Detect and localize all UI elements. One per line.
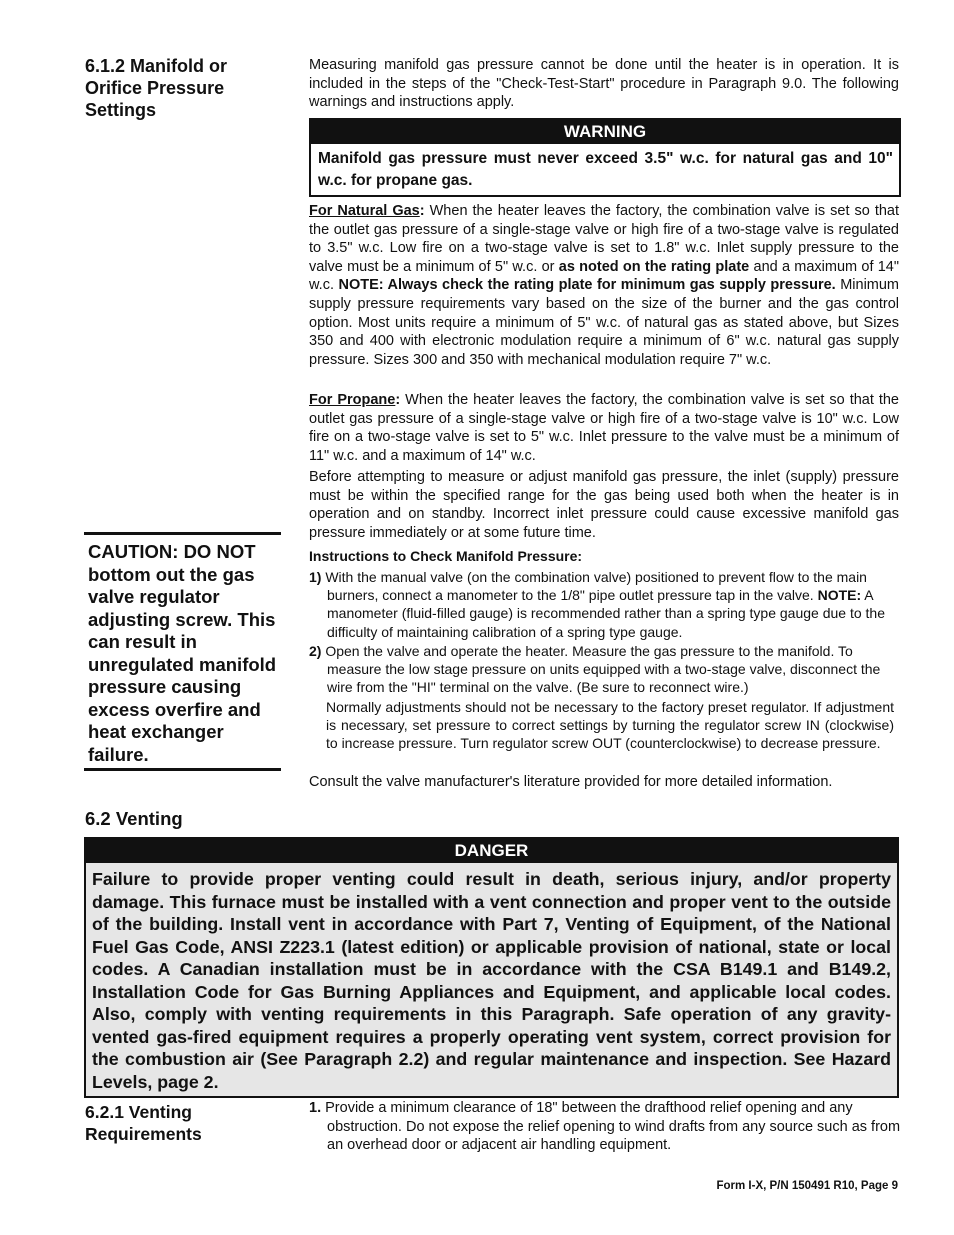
natural-gas-paragraph: For Natural Gas: When the heater leaves the factory, the combination valve is set so that the outlet gas pressure of a single-stage valve or high fire of a two-stage valve is regulated to 3.5" w.c. Low fire on a two-stage valve is set to 1.8" w.c. Inlet supply pressure to the valve must be a minimum of 5" w.c. or as noted on the rating plate and a maximum of 14" w.c. NOTE: Always check the rating plate for minimum gas supply pressure. Minimum supply pressure requirements vary based on the size of the burner and the gas control option. Most units require a minimum of 5" w.c. of natural gas as stated above, but Sizes 350 and 400 with electronic modulation require a minimum of 6" w.c. natural gas supply pressure. Sizes 300 and 350 with mechanical modulation require 7" w.c. — [309, 203, 900, 368]
instructions-heading: Instructions to Check Manifold Pressure: — [309, 548, 583, 564]
step-2-number: 2) — [309, 643, 322, 659]
venting-item-1-text: Provide a minimum clearance of 18" between the drafthood relief opening and any obstruction. Do not expose the relief opening to wind drafts from any source such as from an overhead door or adjacent air handling equipment. — [325, 1100, 901, 1154]
page-footer: Form I-X, P/N 150491 R10, Page 9 — [716, 1180, 898, 1192]
danger-text: Failure to provide proper venting could result in death, serious injury, and/or property damage. This furnace must be installed with a vent connection and proper vent to the outside of the building. Install vent in accordance with Part 7, Venting of Equipment, of the National Fuel Gas Code, ANSI Z223.1 (latest edition) or applicable provision of national, state or local codes. A Canadian installation must be in accordance with the CSA B149.1 and B149.2, Installation Code for Gas Burning Appliances and Equipment, and applicable local codes. Also, comply with venting requirements in this Paragraph. Safe operation of any gravity-vented gas-fired equipment requires a properly operating vent system, correct provision for the combustion air (See Paragraph 2.2) and regular maintenance and inspection. See Hazard Levels, page 2. — [92, 869, 891, 1092]
step-2-extra: Normally adjustments should not be necessary to the factory preset regulator. If adjustment is necessary, set pressure to correct settings by turning the regulator screw IN (clockwise) to increase pressure. Turn regulator screw OUT (counterclockwise) to decrease pressure. — [326, 699, 894, 752]
venting-item-1-number: 1. — [309, 1100, 322, 1116]
consult-text: Consult the valve manufacturer's literature provided for more detailed information. — [309, 774, 833, 790]
step-1-note-text: A manometer (fluid-filled gauge) is recommended rather than a spring type gauge due to the difficulty of maintaining calibration of a spring type gauge. — [327, 587, 885, 640]
step-1-note-label: NOTE: — [817, 587, 862, 604]
danger-box — [84, 837, 899, 1098]
section-612-intro: Measuring manifold gas pressure cannot be done until the heater is in operation. It is included in the steps of the "Check-Test-Start" procedure in Paragraph 9.0. The following warnings and instructions apply. — [309, 57, 899, 111]
step-1-number: 1) — [309, 569, 322, 585]
step-1 — [309, 568, 907, 641]
natural-gas-text-3: Minimum supply pressure requirements vary based on the size of the burner and the gas control option. Most units require a minimum of 5" w.c. of natural gas as stated above, but Sizes 350 and 400 with electronic modulation require a minimum of 6" w.c. natural gas supply pressure. Sizes 300 and 350 with mechanical modulation require 7" w.c. — [309, 277, 900, 368]
venting-item-1 — [309, 1099, 913, 1155]
step-2-text: Open the valve and operate the heater. Measure the gas pressure to the manifold. To measure the low stage pressure on units equipped with a two-stage valve, disconnect the wire from the "HI" terminal on the valve. (Be sure to reconnect wire.) — [325, 643, 881, 696]
warning-title: WARNING — [311, 120, 899, 144]
warning-text: Manifold gas pressure must never exceed 3.5" w.c. for natural gas and 10" w.c. for propane gas. — [318, 150, 893, 189]
section-621-heading: 6.2.1 Venting Requirements — [85, 1102, 202, 1144]
natural-gas-label: For Natural Gas — [309, 203, 420, 219]
step-1-text: With the manual valve (on the combination valve) positioned to prevent flow to the main burners, connect a manometer to the 1/8" pipe outlet pressure tap in the valve. — [325, 569, 867, 604]
step-2 — [309, 642, 907, 697]
propane-label: For Propane — [309, 392, 396, 408]
natural-gas-text-2: and a maximum of 14" w.c. — [309, 258, 900, 294]
danger-title: DANGER — [86, 839, 897, 863]
natural-gas-bold-1: as noted on the rating plate — [558, 258, 750, 275]
section-612-heading: 6.1.2 Manifold or Orifice Pressure Settings — [85, 56, 228, 120]
propane-paragraph: For Propane: When the heater leaves the factory, the combination valve is set so that the outlet gas pressure of a single-stage valve or high fire of a two-stage valve is 10" w.c. Low fire on a two-stage valve is set to 5" w.c. Inlet pressure to the valve must be a minimum of 11" w.c. and a maximum of 14" w.c. — [309, 392, 899, 464]
before-paragraph: Before attempting to measure or adjust manifold gas pressure, the inlet (supply) pressure must be within the specified range for the gas being used both when the heater is in operation and on standby. Incorrect inlet pressure could cause excessive manifold gas pressure immediately or at some future time. — [309, 469, 899, 541]
propane-text: When the heater leaves the factory, the combination valve is set so that the outlet gas pressure of a single-stage valve or high fire of a two-stage valve is 10" w.c. Low fire on a two-stage valve is set to 5" w.c. Inlet pressure to the valve must be a minimum of 11" w.c. and a maximum of 14" w.c. — [309, 392, 899, 464]
natural-gas-bold-2: NOTE: Always check the rating plate for minimum gas supply pressure. — [338, 277, 836, 294]
section-62-heading: 6.2 Venting — [85, 808, 183, 829]
warning-box — [309, 118, 901, 197]
natural-gas-text-1: When the heater leaves the factory, the combination valve is set so that the outlet gas pressure of a single-stage valve or high fire of a two-stage valve is regulated to 3.5" w.c. Low fire on a two-stage valve is set to 1.8" w.c. Inlet supply pressure to the valve must be a minimum of 5" w.c. or — [309, 203, 899, 275]
caution-box: CAUTION: DO NOT bottom out the gas valve regulator adjusting screw. This can result in unregulated manifold pressure causing excess overfire and heat exchanger failure. — [84, 532, 281, 771]
